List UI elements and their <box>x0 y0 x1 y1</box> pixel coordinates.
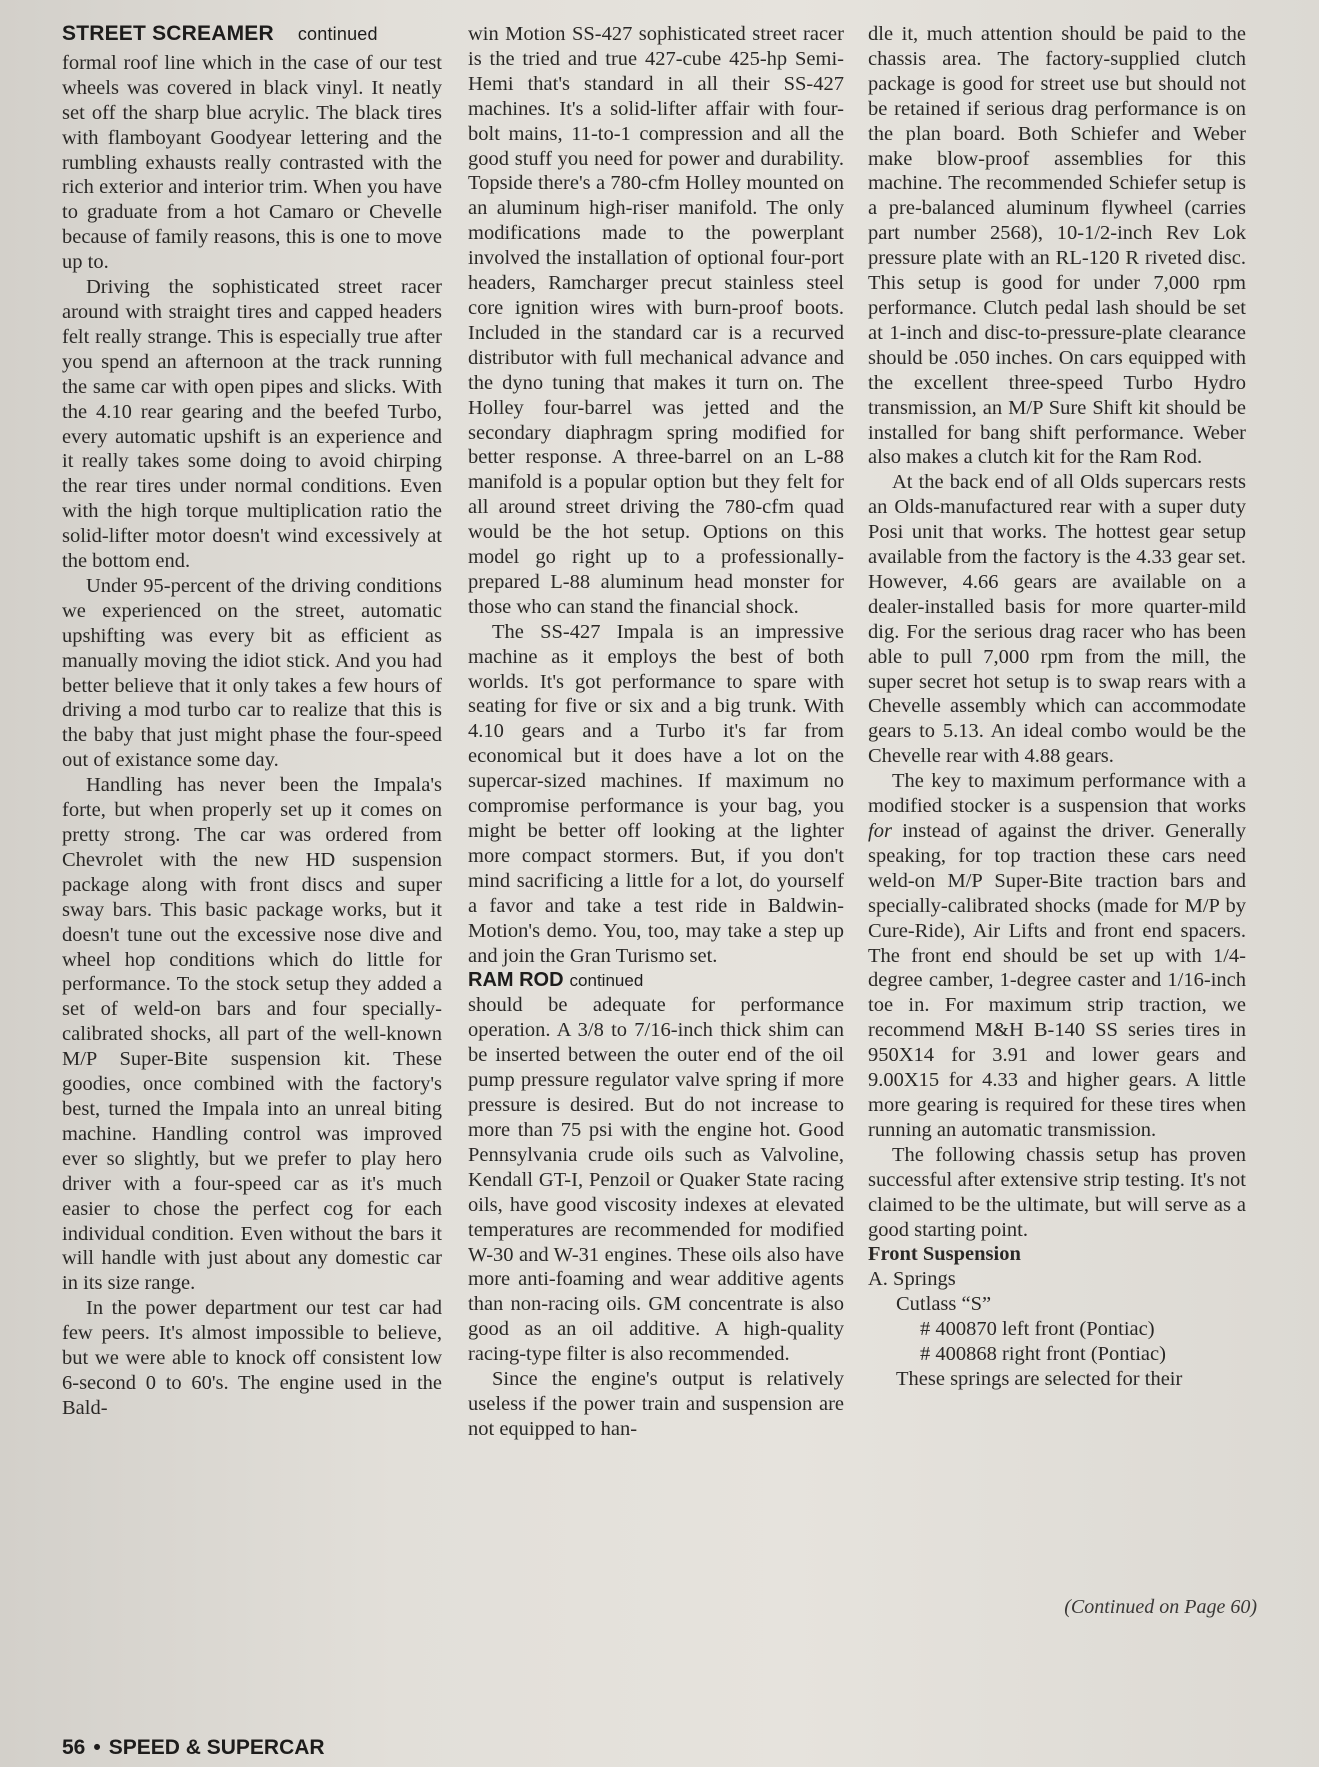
paragraph: should be adequate for performance operation. A 3/8 to 7/16-inch thick shim can be inserted between the outer end of the oil pump pressure regulator valve spring if more pressure is desired. But do not increase to more than 75 psi with the engine hot. Good Pennsylvania crude oils such as Valvoline, Kendall GT-I, Penzoil or Quaker State racing oils, have good viscosity indexes at elevated temperatures are recommended for modified W-30 and W-31 engines. These oils also have more anti-foaming and wear additive agents than non-racing oils. GM concentrate is also good as an oil additive. A high-quality racing-type filter is also recommended. <box>468 994 844 1366</box>
emphasis: for <box>868 820 892 842</box>
spec-model: Cutlass “S” <box>896 1293 992 1316</box>
running-head-title: RAM ROD <box>468 969 564 992</box>
paragraph: The following chassis setup has proven successful after extensive strip testing. It's not claimed to be the ultimate, but will serve as a good starting point. <box>868 1143 1246 1241</box>
running-head-title: STREET SCREAMER <box>62 22 274 45</box>
subheading-front-suspension: Front Suspension <box>868 1243 1021 1266</box>
running-head-continued: continued <box>569 971 644 991</box>
column-1 <box>62 22 442 1421</box>
text-run: instead of against the driver. Generally speaking, for top traction these cars need weld-on M/P Super-Bite traction bars and specially-calibrated shocks (made for M/P by Cure-Ride), Air Lifts and front end spacers. The front end should be set up with 1/4-degree camber, 1-degree caster and 1/16-inch toe in. For maximum strip traction, we recommend M&H B-140 SS series tires in 950X14 for 3.91 and lower gears and 9.00X15 for 4.33 and higher gears. A little more gearing is required for these tires when running an automatic transmission. <box>868 820 1246 1141</box>
running-head-street-screamer <box>62 22 442 47</box>
running-head-ram-rod <box>468 968 844 993</box>
spec-springs: A. Springs <box>868 1268 956 1291</box>
paragraph: At the back end of all Olds supercars rests an Olds-manufactured rear with a super duty Posi unit that works. The hottest gear setup available from the factory is the 4.33 gear set. However, 4.66 gears are available on a dealer-installed basis for more quarter-mild dig. For the serious drag racer who has been able to pull 7,000 rpm from the mill, the super secret hot setup is to swap rears with a Chevelle assembly which can accommodate gears to 5.13. An ideal combo would be the Chevelle rear with 4.88 gears. <box>868 471 1246 768</box>
paragraph: In the power department our test car had few peers. It's almost impossible to believe, but we were able to knock off consistent low 6-second 0 to 60's. The engine used in the Bald- <box>62 1297 442 1419</box>
paragraph: dle it, much attention should be paid to the chassis area. The factory-supplied clutch package is good for street use but should not be retained if serious drag performance is on the plan board. Both Schiefer and Weber make blow-proof assemblies for this machine. The recommended Schiefer setup is a pre-balanced aluminum flywheel (carries part number 2568), 10-1/2-inch Rev Lok pressure plate with an RL-120 R riveted disc. This setup is good for under 7,000 rpm performance. Clutch pedal lash should be set at 1-inch and disc-to-pressure-plate clearance should be .050 inches. On cars equipped with the excellent three-speed Turbo Hydro transmission, an M/P Sure Shift kit should be installed for bang shift performance. Weber also makes a clutch kit for the Ram Rod. <box>868 23 1246 469</box>
spec-part-left: # 400870 left front (Pontiac) <box>920 1318 1155 1341</box>
paragraph: Handling has never been the Impala's forte, but when properly set up it comes on pretty strong. The car was ordered from Chevrolet with the new HD suspension package along with front discs and super sway bars. This basic package works, but it doesn't tune out the excessive nose dive and wheel hop conditions which do little for performance. To the stock setup they added a set of weld-on bars and four specially-calibrated shocks, all part of the well-known M/P Super-Bite suspension kit. These goodies, once combined with the factory's best, turned the Impala into an unreal biting machine. Handling control was improved ever so slightly, but we prefer to play hero driver with a four-speed car as it's much easier to chose the perfect cog for each individual condition. Even without the bars it will handle with just about any domestic car in its size range. <box>62 774 442 1295</box>
paragraph: The SS-427 Impala is an impressive machine as it employs the best of both worlds. It's got performance to spare with seating for five or six and a big trunk. With 4.10 gears and a Turbo it's far from economical but it does have a lot on the supercar-sized machines. If maximum no compromise performance is your bag, you might be better off looking at the lighter more compact stormers. But, if you don't mind sacrificing a little for a lot, do yourself a favor and take a test ride in Baldwin-Motion's demo. You, too, may take a step up and join the Gran Turismo set. <box>468 620 844 967</box>
page-footer <box>62 1736 325 1760</box>
paragraph: Under 95-percent of the driving conditions we experienced on the street, automatic upshifting was every bit as efficient as manually moving the idiot stick. And you had better believe that it only takes a few hours of driving a mod turbo car to realize that this is the baby that just might phase the four-speed out of existance some day. <box>62 574 442 772</box>
spec-note: These springs are selected for their <box>896 1367 1183 1390</box>
paragraph: formal roof line which in the case of our test wheels was covered in black vinyl. It neatly set off the sharp blue acrylic. The black tires with flamboyant Goodyear lettering and the rumbling exhausts really contrasted with the rich exterior and interior trim. When you have to graduate from a hot Camaro or Chevelle because of family reasons, this is one to move up to. <box>62 51 442 274</box>
column-2 <box>468 22 844 1442</box>
paragraph: Driving the sophisticated street racer around with straight tires and capped headers felt really strange. This is especially true after you spend an afternoon at the track running the same car with open pipes and slicks. With the 4.10 rear gearing and the beefed Turbo, every automatic upshift is an experience and it really takes some doing to avoid chirping the rear tires under normal conditions. Even with the high torque multiplication ratio the solid-lifter motor doesn't wind excessively at the bottom end. <box>62 276 442 573</box>
page-number: 56 <box>62 1736 86 1759</box>
column-3 <box>868 22 1246 1392</box>
magazine-name: SPEED & SUPERCAR <box>108 1736 325 1759</box>
spec-part-right: # 400868 right front (Pontiac) <box>920 1343 1166 1366</box>
continued-on-page-note: (Continued on Page 60) <box>1064 1596 1257 1618</box>
text-run: The key to maximum performance with a modified stocker is a suspension that works <box>868 770 1246 818</box>
running-head-continued: continued <box>297 24 378 44</box>
paragraph: Since the engine's output is relatively useless if the power train and suspension are not equipped to han- <box>468 1368 844 1440</box>
footer-bullet: • <box>93 1736 101 1759</box>
paragraph <box>868 769 1246 1143</box>
paragraph: win Motion SS-427 sophisticated street racer is the tried and true 427-cube 425-hp Semi-Hemi that's standard in all their SS-427 machines. It's a solid-lifter affair with four-bolt mains, 11-to-1 compression and all the good stuff you need for power and durability. Topside there's a 780-cfm Holley mounted on an aluminum high-riser manifold. The only modifications made to the powerplant involved the installation of optional four-port headers, Ramcharger precut stainless steel core ignition wires with burn-proof boots. Included in the standard car is a recurved distributor with full mechanical advance and the dyno tuning that makes it turn on. The Holley four-barrel was jetted and the secondary diaphragm spring modified for better response. A three-barrel on an L-88 manifold is a popular option but they felt for all around street driving the 780-cfm quad would be the hot setup. Options on this model go right up to a professionally-prepared L-88 aluminum head monster for those who can stand the financial shock. <box>468 23 844 618</box>
